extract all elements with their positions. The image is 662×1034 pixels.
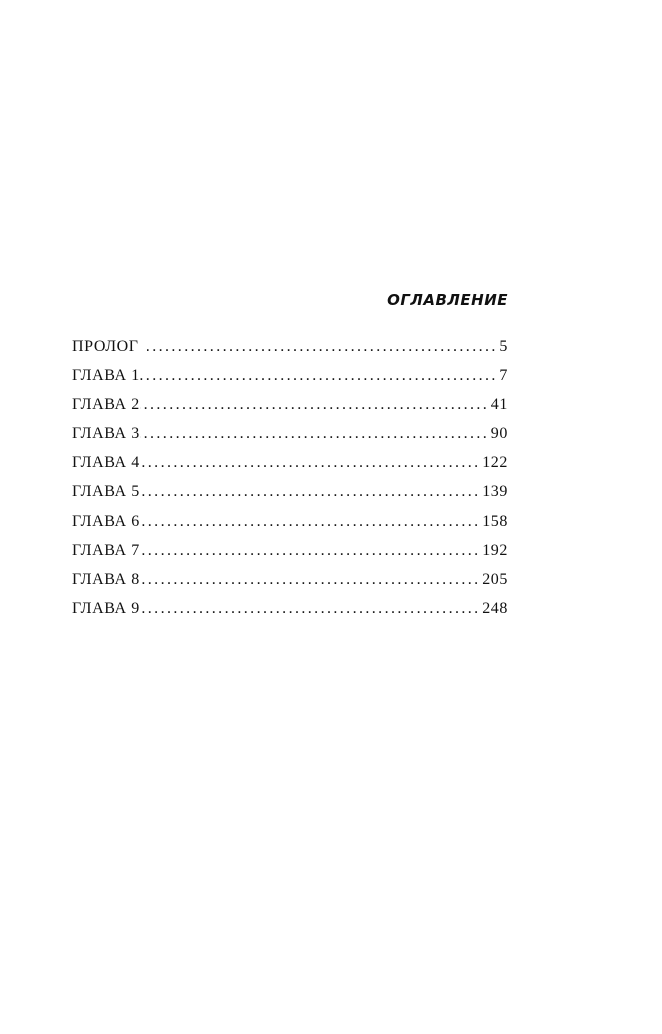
toc-entry-page-number: 158 [482,512,508,530]
dot-leader [140,513,478,531]
toc-entry-chapter-3[interactable] [72,425,508,454]
toc-entry-chapter-7[interactable] [72,542,508,571]
toc-entry-chapter-5[interactable] [72,483,508,512]
toc-entry-chapter-4[interactable] [72,454,508,483]
toc-entry-page-number: 7 [499,367,508,385]
dot-leader [147,338,496,356]
toc-entry-page-number: 205 [482,570,508,588]
toc-entry-label: ГЛАВА 8 [72,570,140,588]
toc-entry-page-number: 90 [490,425,508,443]
toc-entry-page-number: 248 [482,599,508,617]
toc-entry-page-number: 122 [482,454,508,472]
toc-entry-prologue[interactable] [72,338,508,367]
dot-leader [140,454,478,472]
toc-entry-label: ГЛАВА 2 [72,396,140,414]
toc-entry-label: ГЛАВА 9 [72,599,140,617]
toc-entry-page-number: 192 [482,541,508,559]
toc-entry-page-number: 139 [482,483,508,501]
dot-leader [140,396,487,414]
toc-entry-chapter-9[interactable] [72,600,508,629]
toc-entry-chapter-8[interactable] [72,571,508,600]
toc-entry-page-number: 41 [490,396,508,414]
toc-entry-label: ГЛАВА 7 [72,541,140,559]
toc-entry-label: ГЛАВА 1 [72,367,140,385]
toc-entry-chapter-2[interactable] [72,396,508,425]
dot-leader [140,367,496,385]
toc-entry-label: ГЛАВА 3 [72,425,140,443]
dot-leader [140,571,478,589]
toc-entry-label: ГЛАВА 5 [72,483,140,501]
toc-entry-page-number: 5 [499,338,508,355]
table-of-contents [72,338,508,629]
dot-leader [140,600,478,618]
toc-entry-label: ПРОЛОГ [72,338,139,355]
dot-leader [140,542,478,560]
dot-leader [140,483,478,501]
toc-entry-chapter-1[interactable] [72,367,508,396]
toc-entry-label: ГЛАВА 6 [72,512,140,530]
toc-entry-chapter-6[interactable] [72,513,508,542]
dot-leader [140,425,487,443]
page-title: ОГЛАВЛЕНИЕ [387,291,508,309]
toc-entry-label: ГЛАВА 4 [72,454,140,472]
